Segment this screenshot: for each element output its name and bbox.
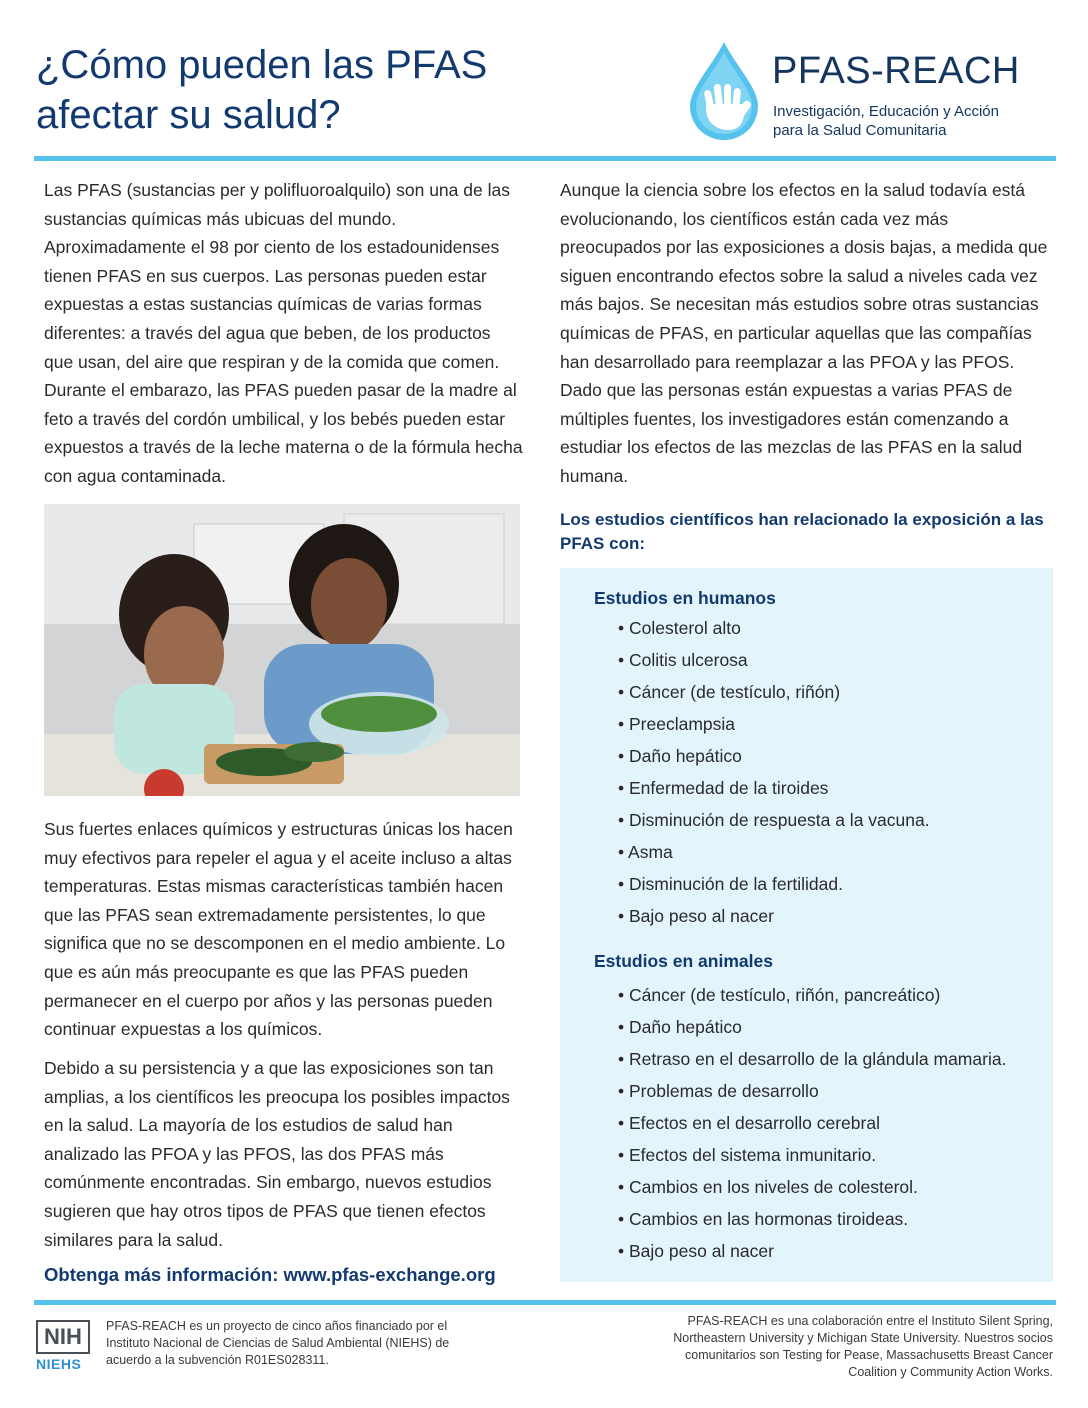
human-studies-list	[618, 612, 930, 932]
list-item: • Bajo peso al nacer	[618, 900, 930, 932]
water-drop-hand-icon	[684, 38, 764, 142]
header-divider	[34, 156, 1056, 161]
list-item: • Efectos del sistema inmunitario.	[618, 1139, 1006, 1171]
list-item: • Retraso en el desarrollo de la glándula mamaria.	[618, 1043, 1006, 1075]
list-item: • Efectos en el desarrollo cerebral	[618, 1107, 1006, 1139]
properties-paragraph: Sus fuertes enlaces químicos y estructuras únicas los hacen muy efectivos para repeler el agua y el aceite incluso a altas temperaturas. Estas mismas características también hacen que las PFAS sean extremadamente persistentes, lo que significa que no se descomponen en el medio ambiente. Lo que es aún más preocupante es que las PFAS pueden permanecer en el cuerpo por años y las personas pueden continuar expuestas a los químicos.	[44, 819, 513, 1040]
logo-tagline-line-1: Investigación, Educación y Acción	[773, 103, 999, 120]
intro-paragraph: Las PFAS (sustancias per y polifluoroalquilo) son una de las sustancias químicas más ubicuas del mundo. Aproximadamente el 98 por ciento de los estadounidenses tienen PFAS en sus cuerpos. Las personas pueden estar expuestas a estas sustancias químicas de varias formas diferentes: a través del agua que beben, de los productos que usan, del aire que respiran y de la comida que comen. Durante el embarazo, las PFAS pueden pasar de la madre al feto a través del cordón umbilical, y los bebés pueden estar expuestos a través de la leche materna o de la fórmula hecha con agua contaminada.	[44, 180, 523, 486]
science-paragraph: Aunque la ciencia sobre los efectos en la salud todavía está evolucionando, los científicos están cada vez más preocupados por las exposiciones a dosis bajas, a medida que siguen encontrando efectos sobre la salud a niveles cada vez más bajos. Se necesitan más estudios sobre otras sustancias químicas de PFAS, en particular aquellas que las compañías han desarrollado para reemplazar a las PFOA y las PFOS. Dado que las personas están expuestas a varias PFAS de múltiples fuentes, los investigadores están comenzando a estudiar los efectos de las mezclas de las PFAS en la salud humana.	[560, 180, 1048, 486]
list-item: • Cáncer (de testículo, riñón)	[618, 676, 930, 708]
title-line-2: afectar su salud?	[36, 93, 341, 137]
more-info-link[interactable]: Obtenga más información: www.pfas-exchange.org	[44, 1264, 496, 1285]
logo-tagline-line-2: para la Salud Comunitaria	[773, 122, 947, 139]
list-item: • Cambios en los niveles de colesterol.	[618, 1171, 1006, 1203]
footer-divider	[34, 1300, 1056, 1305]
animal-studies-heading: Estudios en animales	[594, 951, 773, 971]
pfas-reach-logo	[684, 38, 1054, 142]
persistence-section	[44, 1054, 524, 1254]
list-item: • Colitis ulcerosa	[618, 644, 930, 676]
persistence-paragraph: Debido a su persistencia y a que las exposiciones son tan amplias, a los científicos les preocupa los posibles impactos en la salud. La mayoría de los estudios de salud han analizado las PFOA y las PFOS, las dos PFAS más comúnmente encontradas. Sin embargo, nuevos estudios sugieren que hay otros tipos de PFAS que tienen efectos similares para la salud.	[44, 1058, 510, 1250]
list-item: • Colesterol alto	[618, 612, 930, 644]
funding-text: PFAS-REACH es un proyecto de cinco años financiado por el Instituto Nacional de Ciencias de Salud Ambiental (NIEHS) de acuerdo a la subvención R01ES028311.	[106, 1319, 450, 1367]
logo-tagline	[773, 102, 1063, 140]
list-item: • Daño hepático	[618, 740, 930, 772]
properties-section	[44, 815, 524, 1044]
right-column	[560, 176, 1050, 491]
title-line-1: ¿Cómo pueden las PFAS	[36, 43, 488, 87]
collaboration-text: PFAS-REACH es una colaboración entre el Instituto Silent Spring, Northeastern University y Michigan State University. Nuestros socios comunitarios son Testing for Pease, Massachusetts Breast Cancer Coalition y Community Action Works.	[673, 1314, 1053, 1379]
list-item: • Disminución de respuesta a la vacuna.	[618, 804, 930, 836]
list-item: • Cáncer (de testículo, riñón, pancreático)	[618, 979, 1006, 1011]
studies-box	[560, 568, 1053, 1282]
list-item: • Problemas de desarrollo	[618, 1075, 1006, 1107]
kitchen-photo	[44, 504, 520, 796]
list-item: • Enfermedad de la tiroides	[618, 772, 930, 804]
list-item: • Bajo peso al nacer	[618, 1235, 1006, 1267]
human-studies-heading: Estudios en humanos	[594, 588, 776, 608]
funding-footer	[36, 1318, 476, 1378]
list-item: • Asma	[618, 836, 930, 868]
nih-logo: NIH	[36, 1320, 90, 1354]
studies-heading: Los estudios científicos han relacionado la exposición a las PFAS con:	[560, 510, 1044, 553]
list-item: • Daño hepático	[618, 1011, 1006, 1043]
page-title	[36, 40, 596, 140]
list-item: • Preeclampsia	[618, 708, 930, 740]
list-item: • Disminución de la fertilidad.	[618, 868, 930, 900]
animal-studies-list	[618, 979, 1006, 1267]
niehs-logo: NIEHS	[36, 1356, 82, 1372]
left-column	[44, 176, 524, 491]
list-item: • Cambios en las hormonas tiroideas.	[618, 1203, 1006, 1235]
logo-name: PFAS-REACH	[772, 50, 1020, 92]
